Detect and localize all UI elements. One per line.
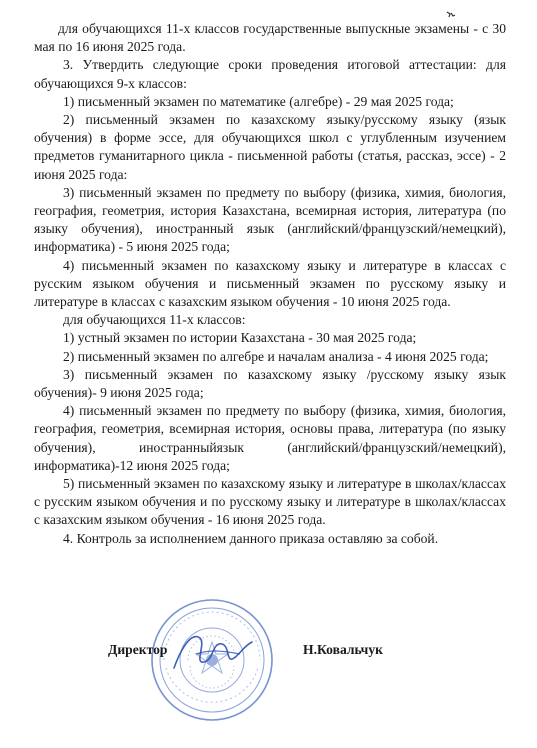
signer-name: Н.Ковальчук (303, 642, 383, 657)
paragraph: 3) письменный экзамен по казахскому языку /русскому языку язык обучения)- 9 июня 2025 года; (34, 366, 506, 401)
signature-block (100, 642, 400, 662)
paragraph: 1) письменный экзамен по математике (алгебре) - 29 мая 2025 года; (63, 93, 454, 109)
paragraph: 3) письменный экзамен по предмету по выбору (физика, химия, биология, география, геометрия, история Казахстана, всемирная история, литература (по языку обучения), иностранный язык (английский/французский/немецкий), информатика) - 5 июня 2025 года; (34, 184, 506, 255)
paragraph: 2) письменный экзамен по алгебре и началам анализа - 4 июня 2025 года; (63, 348, 489, 364)
document-body (34, 20, 506, 548)
paragraph: 1) устный экзамен по истории Казахстана - 30 мая 2025 года; (63, 330, 417, 346)
paragraph: для обучающихся 11-х классов: (63, 312, 246, 328)
paragraph: для обучающихся 11-х классов государственные выпускные экзамены - с 30 мая по 16 июня 2025 года. (34, 21, 506, 55)
signer-title: Директор (108, 642, 168, 657)
paragraph: 3. Утвердить следующие сроки проведения итоговой аттестации: для обучающихся 9-х классов: (34, 57, 506, 91)
paragraph: 4. Контроль за исполнением данного приказа оставляю за собой. (63, 530, 439, 546)
paragraph: 4) письменный экзамен по казахскому языку и литературе в классах с русским языком обучения и письменный экзамен по русскому языку и литературе в классах с казахским языком обучения - 10 июня 2025 года. (34, 257, 506, 310)
paragraph: 4) письменный экзамен по предмету по выбору (физика, химия, биология, география, геометрия, всемирная история, основы права, литература (по языку обучения), иностранныйязык (английский/французский/немецкий), информатика)-12 июня 2025 года; (34, 403, 506, 473)
scan-mark (445, 8, 457, 20)
paragraph: 2) письменный экзамен по казахскому языку/русскому языку (язык обучения) в форме эссе, для обучающихся школ с углубленным изучением предметов гуманитарного цикла - письменной работы (статья, рассказ, эссе) - 2 июня 2025 года: (34, 112, 506, 182)
paragraph: 5) письменный экзамен по казахскому языку и литературе в школах/классах с русским языком обучения и по русскому языку и литературе в школах/классах с казахским языком обучения - 16 июня 2025 года. (34, 476, 506, 528)
